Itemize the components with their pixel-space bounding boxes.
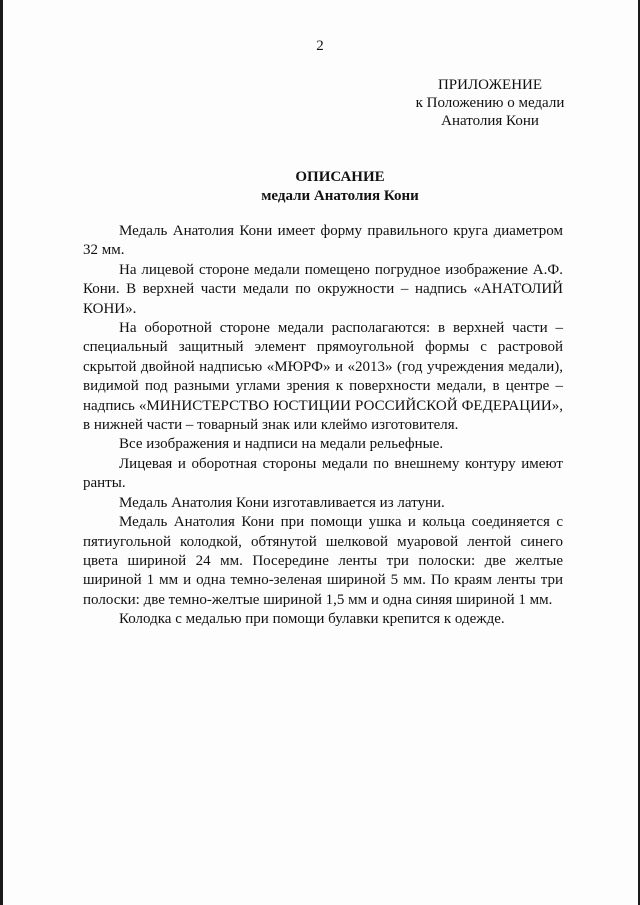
paragraph: Медаль Анатолия Кони имеет форму правильного круга диаметром 32 мм. bbox=[83, 223, 563, 259]
title-heading: ОПИСАНИЕ bbox=[295, 169, 385, 185]
paragraph: На оборотной стороне медали располагаются: в верхней части – специальный защитный элемент прямоугольной формы с растровой скрытой двойной надписью «МЮРФ» и «2013» (год учреждения медали), видимой под разными углами зрения к поверхности медали, в центре – надпись «МИНИСТЕРСТВО ЮСТИЦИИ РОССИЙСКОЙ ФЕДЕРАЦИИ», в нижней части – товарный знак или клеймо изготовителя. bbox=[83, 320, 563, 434]
paragraph: Лицевая и оборотная стороны медали по внешнему контуру имеют ранты. bbox=[83, 455, 563, 492]
description-body bbox=[83, 222, 563, 630]
appendix-title: ПРИЛОЖЕНИЕ bbox=[437, 77, 543, 93]
appendix-reference: к Положению о медали bbox=[415, 95, 565, 111]
document-title bbox=[0, 168, 640, 206]
page-number: 2 bbox=[316, 38, 324, 54]
title-subheading: медали Анатолия Кони bbox=[261, 188, 419, 204]
paragraph: Медаль Анатолия Кони при помощи ушка и кольца соединяется с пятиугольной колодкой, обтянутой шелковой муаровой лентой синего цвета шириной 24 мм. Посередине ленты три полоски: две желтые шириной 1 мм и одна темно-зеленая шириной 5 мм. По краям ленты три полоски: две темно-желтые шириной 1,5 мм и одна синяя шириной 1 мм. bbox=[83, 514, 563, 608]
scan-edge-left bbox=[0, 0, 3, 905]
paragraph: Медаль Анатолия Кони изготавливается из латуни. bbox=[119, 494, 445, 511]
paragraph: На лицевой стороне медали помещено погрудное изображение А.Ф. Кони. В верхней части медали по окружности – надпись «АНАТОЛИЙ КОНИ». bbox=[83, 261, 563, 317]
appendix-medal-name: Анатолия Кони bbox=[441, 113, 539, 129]
paragraph: Колодка с медалью при помощи булавки крепится к одежде. bbox=[119, 611, 505, 628]
appendix-header bbox=[380, 76, 600, 130]
paragraph: Все изображения и надписи на медали рельефные. bbox=[119, 436, 444, 453]
